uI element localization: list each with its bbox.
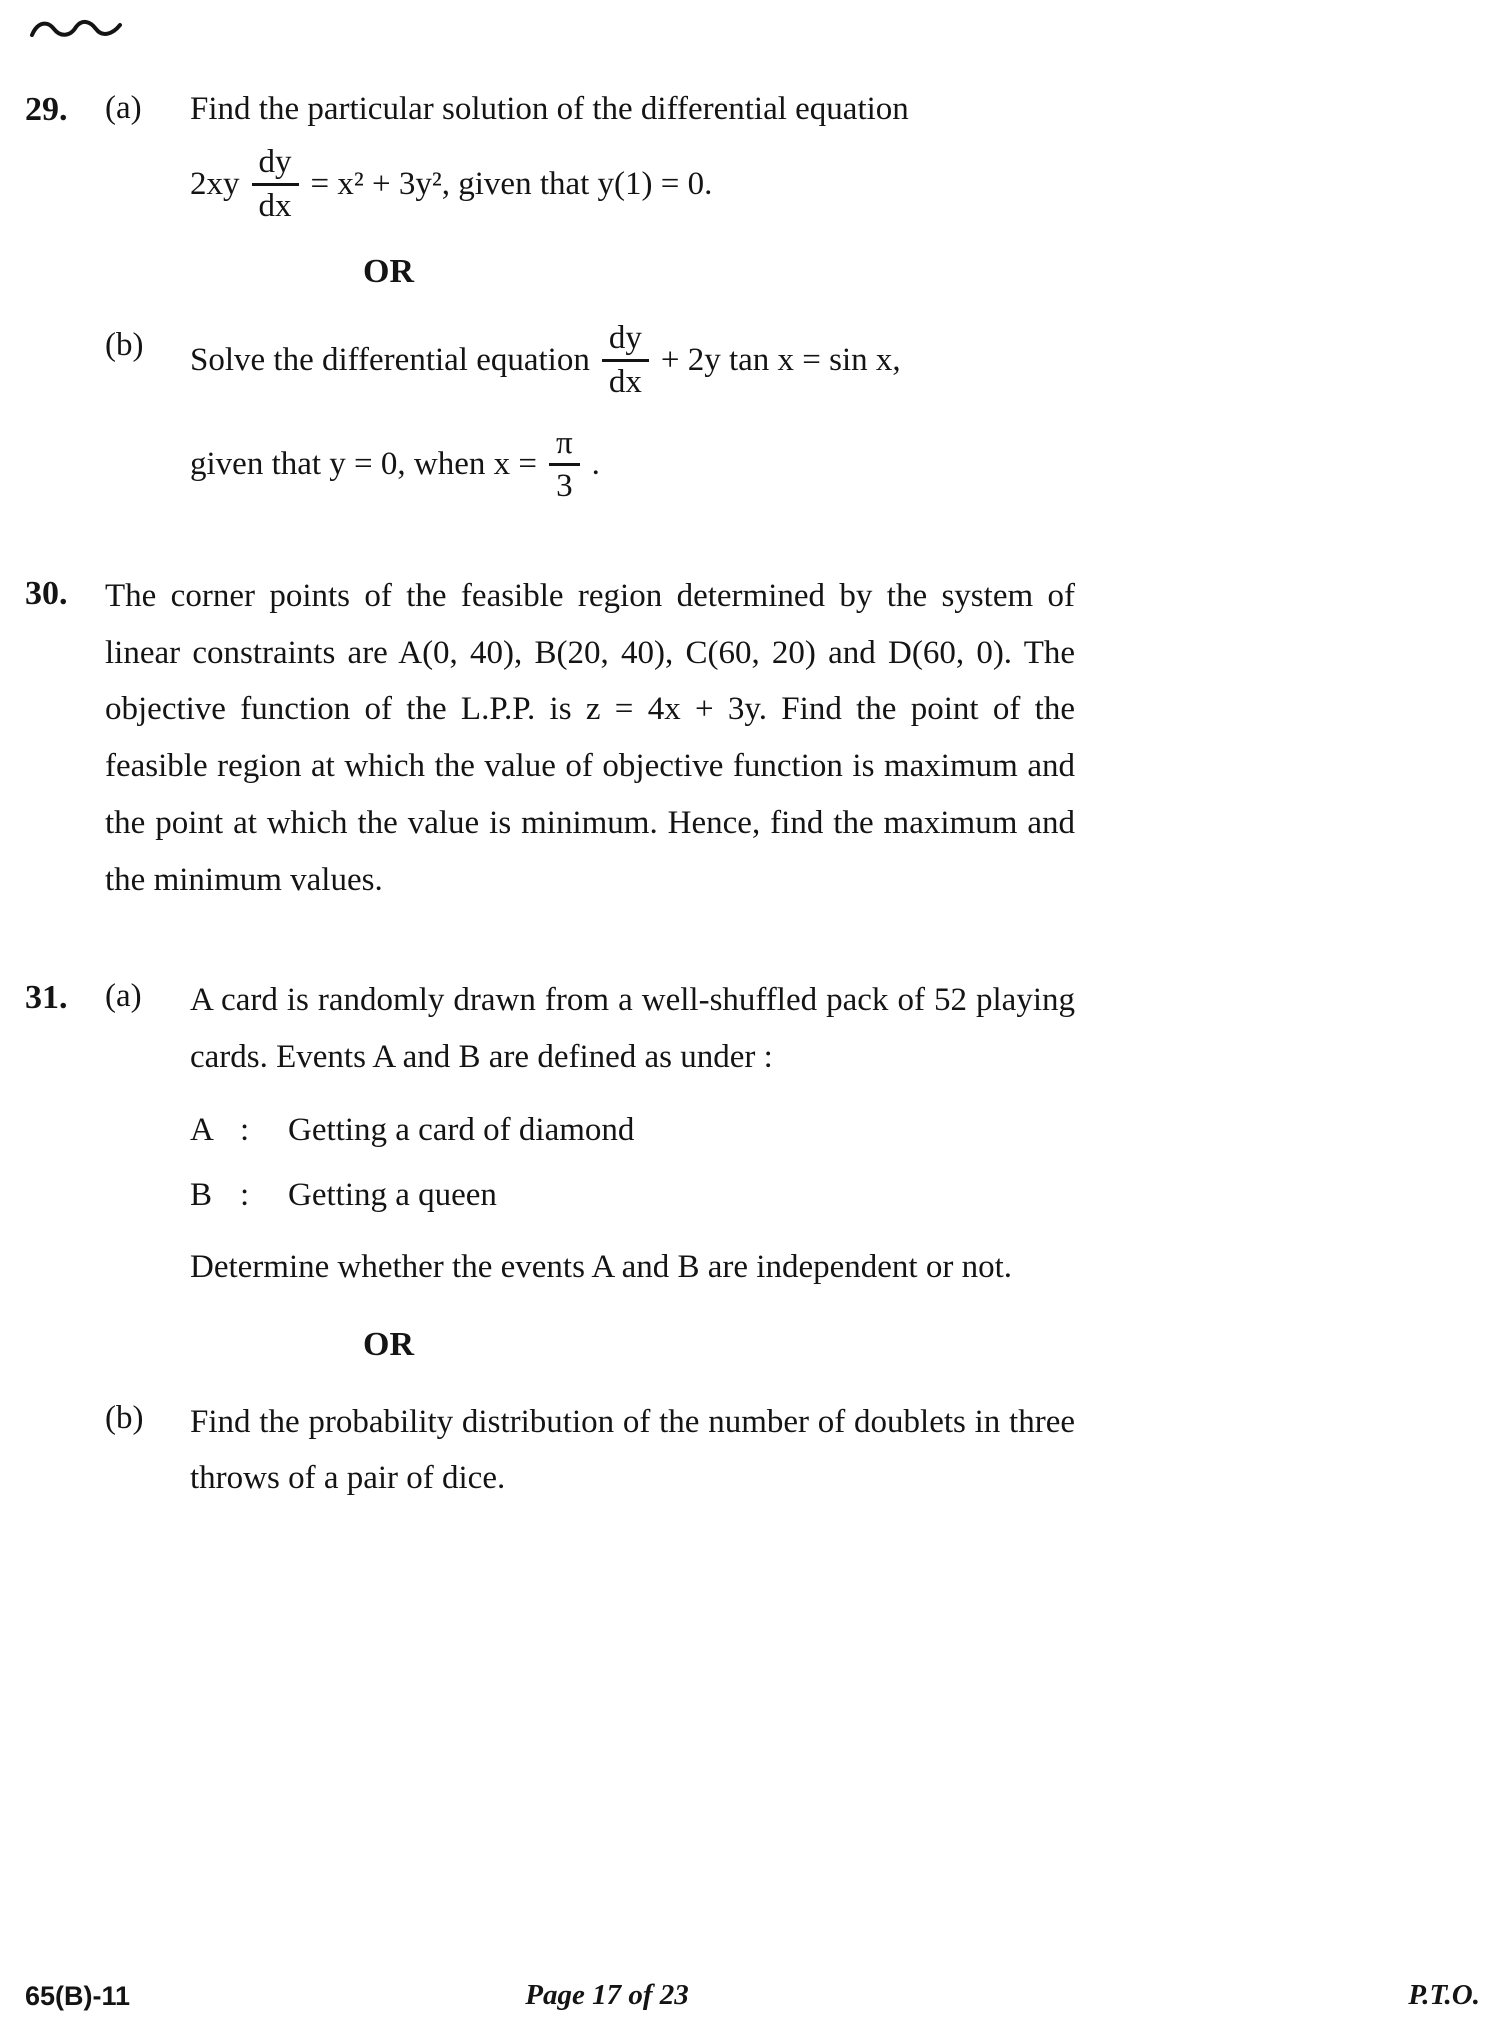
- question-29-part-b: [105, 321, 1075, 504]
- question-29-body: [105, 84, 1075, 504]
- fraction-pi-3: [549, 426, 580, 504]
- question-31-part-a: [105, 972, 1075, 1295]
- equation-text-pre: given that y = 0, when x =: [190, 446, 537, 483]
- page-footer: [25, 1968, 1480, 2012]
- equation-text-post: = x² + 3y², given that y(1) = 0.: [310, 165, 713, 202]
- event-definition-a: [190, 1106, 1075, 1156]
- part-a-intro: A card is randomly drawn from a well-shuffled pack of 52 playing cards. Events A and B are defined as under :: [190, 982, 1075, 1076]
- question-30-text: The corner points of the feasible region determined by the system of linear constraints are A(0, 40), B(20, 40), C(60, 20) and D(60, 0). The objective function of the L.P.P. is z = 4x + 3y. Find the point of the feasible region at which the value of objective function is maximum and the point at which the value is minimum. Hence, find the maximum and the minimum values.: [105, 577, 1075, 898]
- part-a-body: [190, 972, 1075, 1295]
- equation-text-pre: 2xy: [190, 165, 240, 202]
- page-indicator: Page 17 of 23: [525, 1979, 689, 2011]
- part-b-label: (b): [105, 327, 144, 364]
- part-a-label: (a): [105, 90, 142, 126]
- event-b-colon: :: [240, 1177, 250, 1214]
- equation-text-post: .: [591, 446, 600, 483]
- equation-line: [190, 145, 1075, 223]
- part-b-body: [190, 321, 1075, 504]
- question-30-number: 30.: [25, 574, 68, 612]
- event-a-label: A: [190, 1111, 214, 1148]
- question-31: [25, 972, 1480, 1507]
- text-line: Find the particular solution of the differential equation: [190, 91, 909, 127]
- part-a-body: [190, 84, 1075, 223]
- fraction-dy-dx: [602, 321, 649, 399]
- fraction-numerator: dy: [608, 320, 642, 357]
- equation-text-pre: Solve the differential equation: [190, 342, 590, 379]
- event-a-colon: :: [240, 1111, 250, 1148]
- question-29-number: 29.: [25, 91, 68, 128]
- fraction-numerator: π: [556, 424, 573, 461]
- squiggle-mark-icon: [27, 12, 1480, 46]
- paper-code: 65(B)-11: [25, 1981, 131, 2011]
- fraction-denominator: dx: [602, 359, 649, 400]
- part-a-outro: Determine whether the events A and B are independent or not.: [190, 1248, 1012, 1285]
- question-31-part-b: [105, 1394, 1075, 1508]
- question-31-number: 31.: [25, 979, 68, 1017]
- or-separator: OR: [363, 1325, 414, 1363]
- event-a-text: Getting a card of diamond: [288, 1111, 635, 1148]
- question-29-part-a: [105, 84, 1075, 223]
- or-separator: OR: [363, 253, 414, 291]
- question-30-body: [105, 568, 1075, 909]
- equation-text-post: + 2y tan x = sin x,: [660, 342, 901, 379]
- question-30: [25, 568, 1480, 909]
- fraction-denominator: dx: [252, 183, 299, 224]
- fraction-dy-dx: [252, 145, 299, 223]
- event-b-text: Getting a queen: [288, 1177, 497, 1214]
- fraction-numerator: dy: [258, 144, 292, 181]
- question-31-body: [105, 972, 1075, 1507]
- fraction-denominator: 3: [549, 463, 580, 504]
- pto-label: P.T.O.: [1408, 1979, 1480, 2011]
- part-b-label: (b): [105, 1399, 144, 1436]
- equation-line: [190, 426, 1075, 504]
- question-29: [25, 84, 1480, 504]
- event-definition-b: [190, 1171, 1075, 1221]
- equation-line: [190, 321, 1075, 399]
- part-b-body: [190, 1394, 1075, 1508]
- part-a-label: (a): [105, 978, 142, 1015]
- event-b-label: B: [190, 1177, 213, 1214]
- part-b-text: Find the probability distribution of the number of doublets in three throws of a pair of dice.: [190, 1403, 1075, 1497]
